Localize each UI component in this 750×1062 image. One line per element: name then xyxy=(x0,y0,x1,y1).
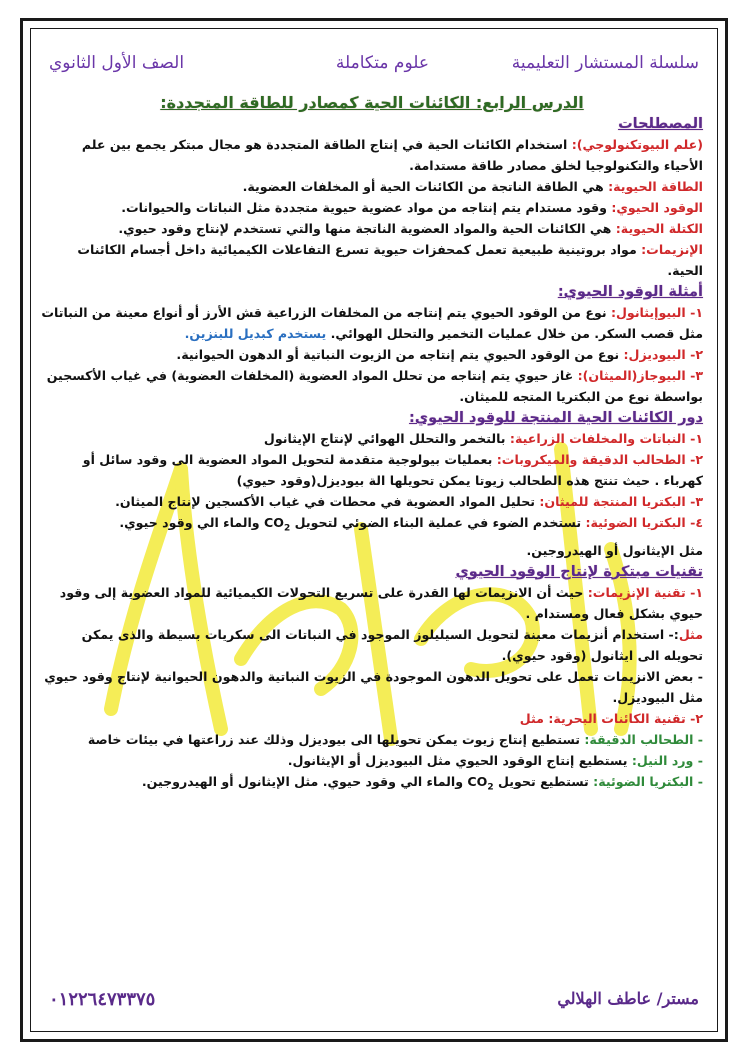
subject-title: علوم متكاملة xyxy=(335,53,429,73)
teacher-name: مستر/ عاطف الهلالي xyxy=(557,989,699,1008)
page-footer xyxy=(49,985,699,1015)
role-example: مثل الإيثانول أو الهيدروجين. xyxy=(526,542,703,558)
role-item: ١- النباتات والمخلفات الزراعية: بالتخمر والتحلل الهوائي لإنتاج الإيثانول xyxy=(263,431,703,446)
example-item: ٢- البيوديزل: نوع من الوقود الحيوي يتم إنتاجه من الزيوت النباتية أو الدهون الحيوانية. xyxy=(176,347,703,362)
techniques-section-title: تقنيات مبتكرة لإنتاج الوقود الحيوي xyxy=(455,563,703,580)
role-item: ٣- البكتريا المنتجة للميثان: تحليل المواد العضوية في محطات في غياب الأكسجين لإنتاج الميثان. xyxy=(115,494,703,509)
example-item: ٣- البيوجاز(الميثان): غاز حيوي يتم إنتاجه من تحلل المواد العضوية (المخلفات العضوية) في غياب الأكسجين بواسطة نوع من البكتريا المتجه للميثان. xyxy=(46,368,703,404)
series-title: سلسلة المستشار التعليمية xyxy=(511,53,699,73)
technique-enzyme: ١- تقنية الإنزيمات: حيث أن الانزيمات لها القدرة على تسريع التحولات الكيميائية للمواد العضوية إلى وقود حيوي بشكل فعال ومستدام . xyxy=(59,584,703,621)
terms-section-title: المصطلحات xyxy=(618,116,703,132)
term-item: الإنزيمات: مواد بروتينية طبيعية تعمل كمحفزات حيوية تسرع التفاعلات الكيميائية داخل أجسام الكائنات الحية. xyxy=(77,242,703,278)
marine-item: - ورد النيل: يستطيع إنتاج الوقود الحيوي مثل البيوديزل أو الإيثانول. xyxy=(287,752,703,768)
role-item: ٢- الطحالب الدقيقة والميكروبات: بعمليات بيولوجية متقدمة لتحويل المواد العضوية الى وقود سائل أو كهرباء . حيث تنتج هذه الطحالب زيوتا يمكن تحويلها الة بيوديزل(وقود حيوي) xyxy=(82,452,703,488)
technique-example: مثل:- استخدام أنزيمات معينة لتحويل السيليلوز الموجود في النباتات الى سكريات بسيطة والذى يمكن تحويله الى ايثانول (وقود حيوي). xyxy=(81,626,703,663)
page-header xyxy=(49,43,699,83)
roles-section-title: دور الكائنات الحية المنتجة للوقود الحيوي: xyxy=(409,410,703,426)
examples-section-title: أمثلة الوقود الحيوي: xyxy=(557,284,703,300)
lesson-content xyxy=(41,91,703,798)
example-item: ١- البيوإيثانول: نوع من الوقود الحيوي يتم إنتاجه من المخلفات الزراعية قش الأرز أو أنواع معينة من النباتات مثل قصب السكر. من خلال عمليات التخمير والتحلل الهوائي. يستخدم كبديل للبنزين. xyxy=(41,305,703,341)
marine-title: ٢- تقنية الكائنات البحرية: مثل xyxy=(519,710,703,726)
phone-number: ٠١٢٢٦٤٧٣٣٧٥ xyxy=(49,989,156,1010)
technique-example-2: - بعض الانزيمات تعمل على تحويل الدهون الموجودة في الزيوت النباتية والدهون الحيوانية لإنتاج وقود حيوي مثل البيوديزل. xyxy=(44,668,703,705)
role-item: ٤- البكتريا الضوئية: تستخدم الضوء في عملية البناء الضوئي لتحويل $CO_2$ والماء الي وقود حيوي. xyxy=(119,515,703,534)
term-item: الوقود الحيوي: وقود مستدام يتم إنتاجه من مواد عضوية حيوية متجددة مثل النباتات والحيوانات. xyxy=(121,200,703,215)
term-item: (علم البيوتكنولوجي): استخدام الكائنات الحية في إنتاج الطاقة المتجددة هو مجال مبتكر يجمع بين علم الأحياء والتكنولوجيا لخلق مصادر طاقة مستدامة. xyxy=(81,137,703,173)
term-item: الطاقة الحيوية: هي الطاقة الناتجة من الكائنات الحية أو المخلفات العضوية. xyxy=(242,179,703,194)
grade-title: الصف الأول الثانوي xyxy=(49,53,185,73)
marine-item: - البكتريا الضوئية: تستطيع تحويل $CO_2$ والماء الي وقود حيوي. مثل الإيثانول أو الهيدروجين. xyxy=(141,773,703,793)
lesson-title: الدرس الرابع: الكائنات الحية كمصادر للطاقة المتجددة: xyxy=(160,93,584,112)
page-inner-border xyxy=(30,28,718,1032)
marine-item: - الطحالب الدقيقة: تستطيع إنتاج زيوت يمكن تحويلها الى بيوديزل وذلك عند زراعتها في بيئات خاصة xyxy=(87,731,703,747)
term-item: الكتلة الحيوية: هي الكائنات الحية والمواد العضوية الناتجة منها والتي تستخدم لإنتاج وقود حيوي. xyxy=(118,221,703,236)
